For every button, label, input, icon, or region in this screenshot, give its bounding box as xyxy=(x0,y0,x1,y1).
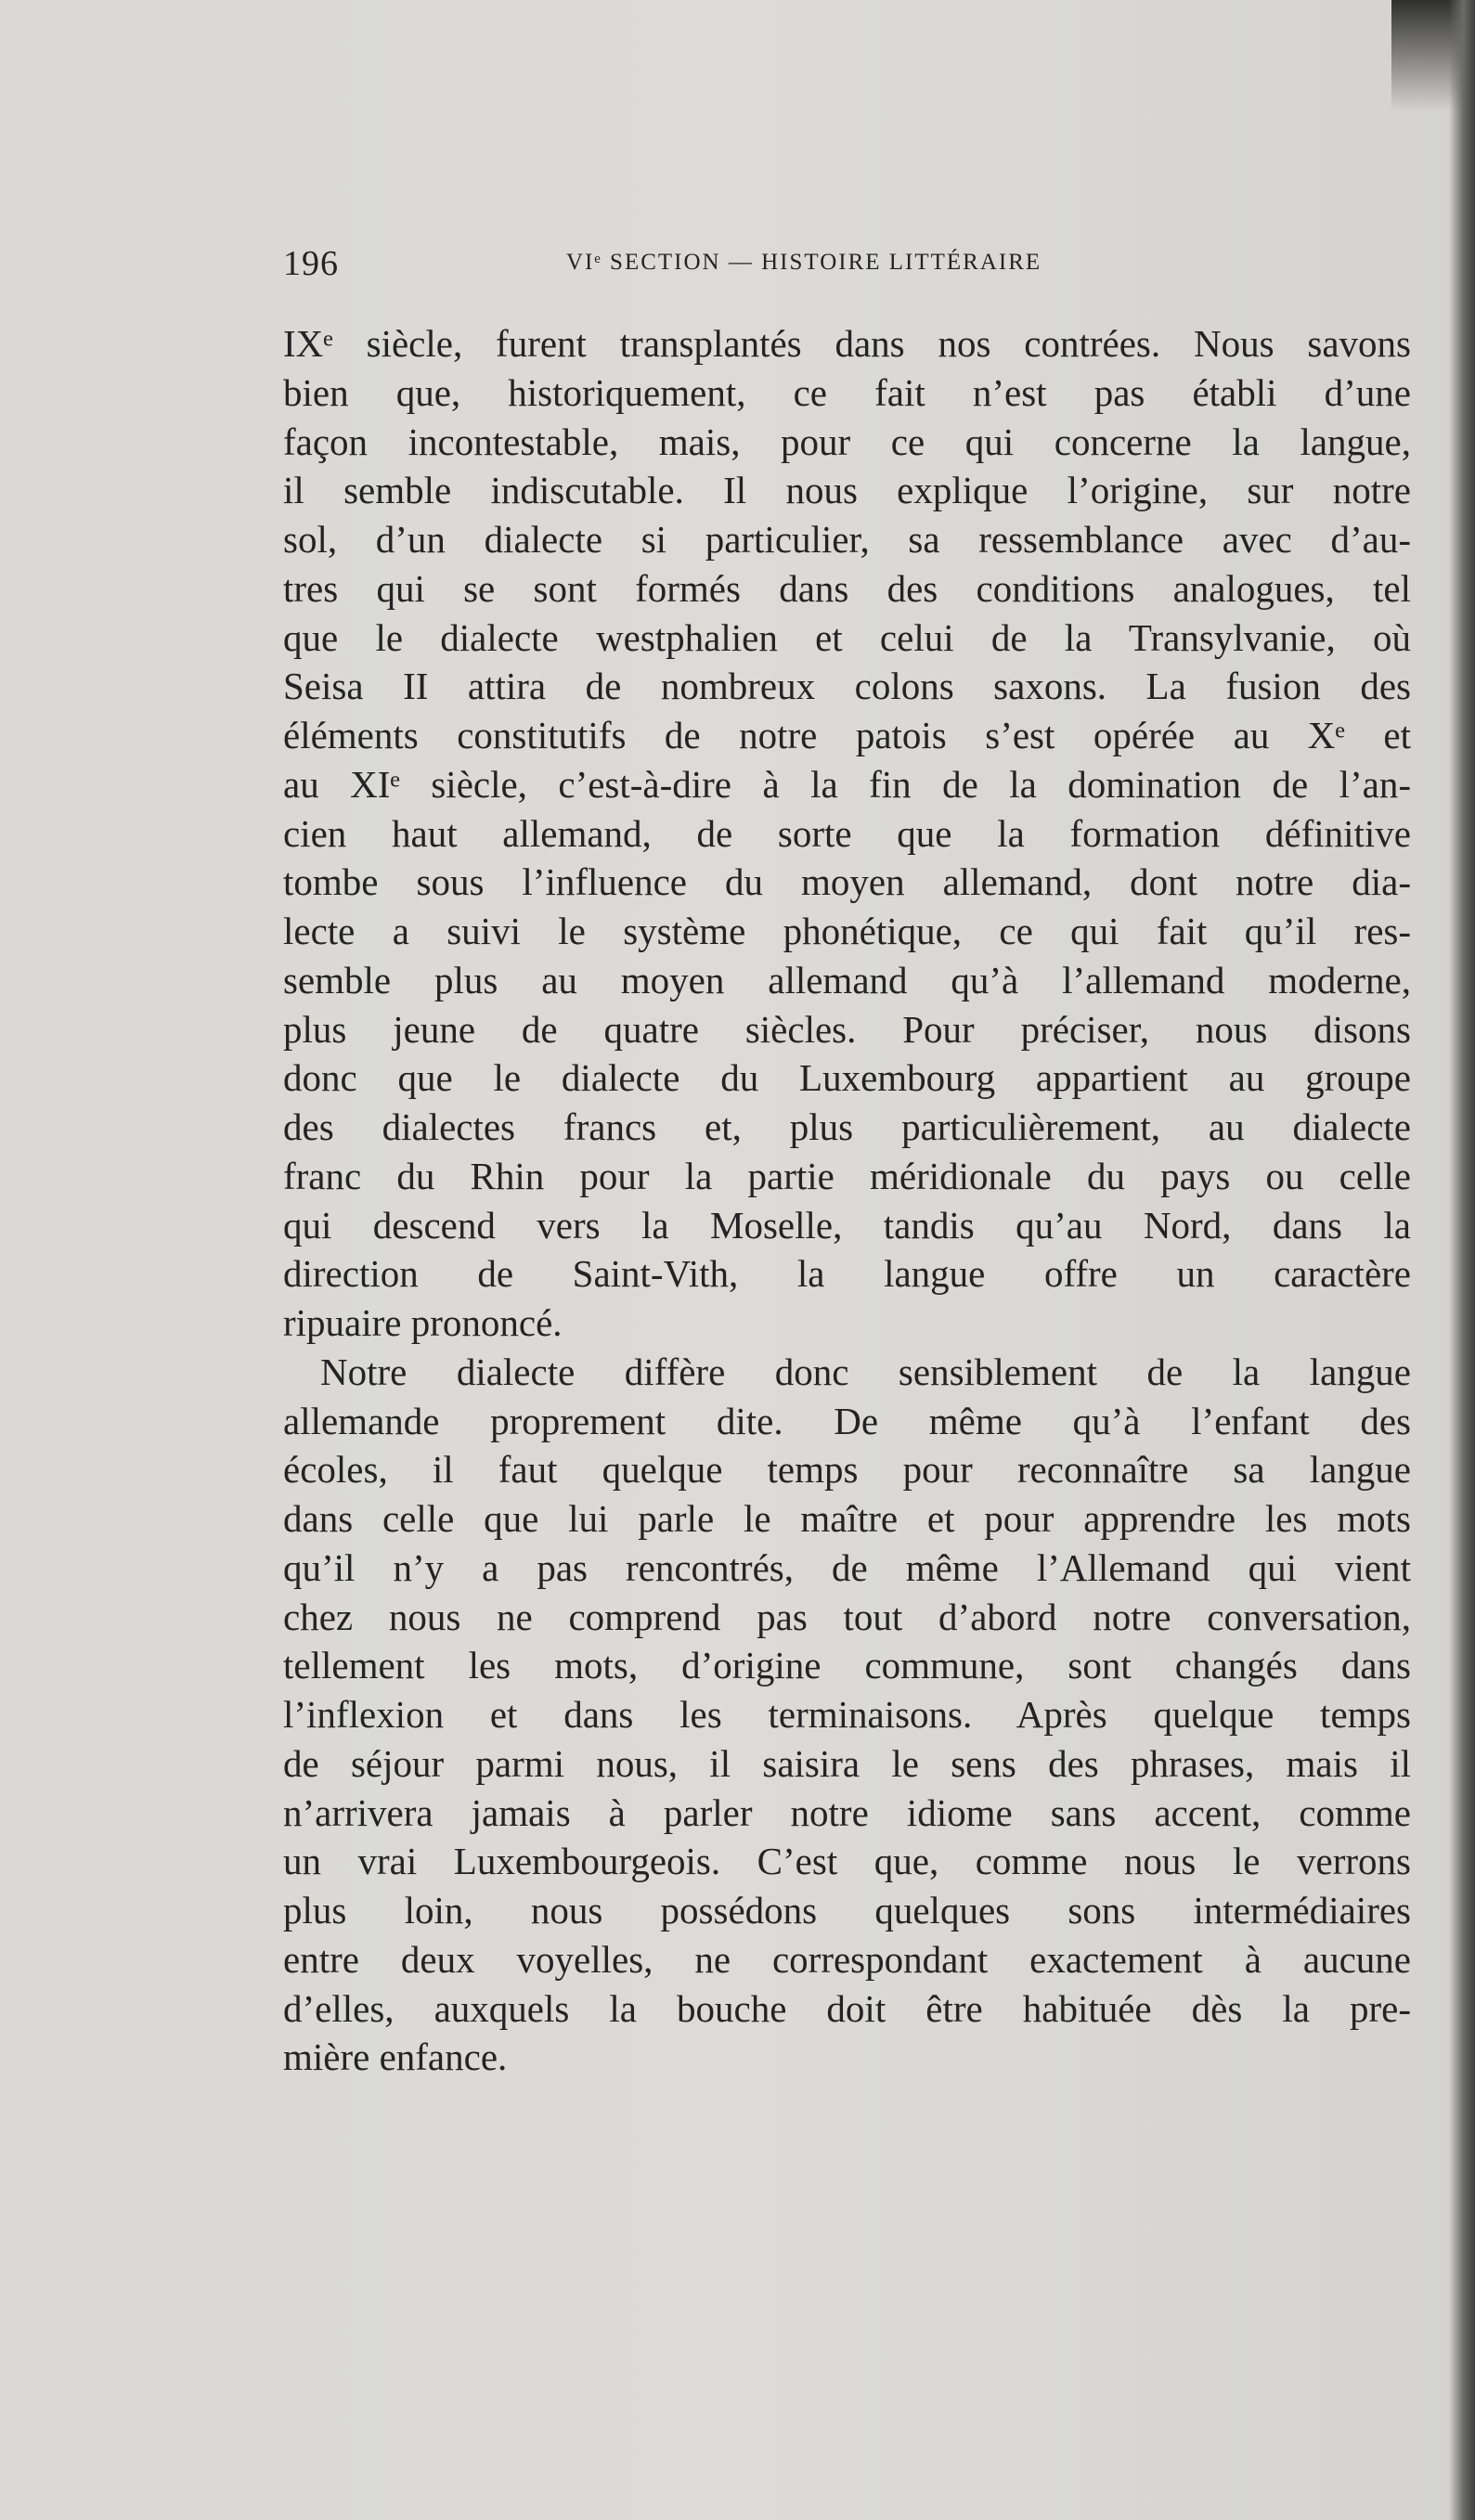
text-line: de séjour parmi nous, il saisira le sens des phrases, mais il xyxy=(283,1741,1411,1785)
text-line: tellement les mots, d’origine commune, sont changés dans xyxy=(283,1644,1411,1687)
text-line: lecte a suivi le système phonétique, ce qui fait qu’il res- xyxy=(283,910,1411,952)
text-line: semble plus au moyen allemand qu’à l’allemand moderne, xyxy=(283,958,1411,1002)
text-line: dans celle que lui parle le maître et pour apprendre les mots xyxy=(283,1497,1411,1540)
page-number: 196 xyxy=(283,244,339,283)
text-line: au XIᵉ siècle, c’est-à-dire à la fin de la domination de l’an- xyxy=(283,762,1411,806)
text-line: IXᵉ siècle, furent transplantés dans nos contrées. Nous savons xyxy=(283,322,1411,365)
text-line: des dialectes francs et, plus particulièrement, au dialecte xyxy=(283,1105,1411,1148)
text-line: plus loin, nous possédons quelques sons intermédiaires xyxy=(283,1889,1411,1932)
text-line: bien que, historiquement, ce fait n’est pas établi d’une xyxy=(283,370,1411,414)
text-line: façon incontestable, mais, pour ce qui concerne la langue, xyxy=(283,420,1411,463)
text-line: que le dialecte westphalien et celui de la Transylvanie, où xyxy=(283,615,1411,659)
text-line: sol, d’un dialecte si particulier, sa ressemblance avec d’au- xyxy=(283,518,1411,561)
text-line: chez nous ne comprend pas tout d’abord notre conversation, xyxy=(283,1595,1411,1638)
text-line: direction de Saint-Vith, la langue offre un caractère xyxy=(283,1252,1411,1296)
text-line: Seisa II attira de nombreux colons saxons. La fusion des xyxy=(283,665,1411,708)
text-line: ripuaire prononcé. xyxy=(283,1301,563,1344)
text-line: plus jeune de quatre siècles. Pour préciser, nous disons xyxy=(283,1007,1411,1051)
text-line: un vrai Luxembourgeois. C’est que, comme nous le verrons xyxy=(283,1840,1411,1883)
text-line: Notre dialecte diffère donc sensiblement de la langue xyxy=(320,1350,1411,1393)
text-line: il semble indiscutable. Il nous explique l’origine, sur notre xyxy=(283,469,1411,512)
text-line: tres qui se sont formés dans des conditions analogues, tel xyxy=(283,566,1411,610)
text-line: tombe sous l’influence du moyen allemand, dont notre dia- xyxy=(283,860,1411,904)
text-line: entre deux voyelles, ne correspondant exactement à aucune xyxy=(283,1937,1411,1981)
text-line: allemande proprement dite. De même qu’à l’enfant des xyxy=(283,1399,1411,1442)
text-line: éléments constitutifs de notre patois s’est opérée au Xᵉ et xyxy=(283,714,1411,756)
body-text xyxy=(283,319,1411,2082)
text-line: d’elles, auxquels la bouche doit être habituée dès la pre- xyxy=(283,1986,1411,2030)
scan-edge-shadow xyxy=(1449,0,1475,2520)
text-line: cien haut allemand, de sorte que la formation définitive xyxy=(283,811,1411,855)
text-line: mière enfance. xyxy=(283,2035,508,2079)
page-header xyxy=(283,243,1406,290)
text-line: n’arrivera jamais à parler notre idiome sans accent, comme xyxy=(283,1790,1411,1834)
running-head: VIᵉ SECTION — HISTOIRE LITTÉRAIRE xyxy=(566,250,1042,275)
text-line: qu’il n’y a pas rencontrés, de même l’Allemand qui vient xyxy=(283,1545,1411,1589)
text-line: qui descend vers la Moselle, tandis qu’au Nord, dans la xyxy=(283,1203,1411,1247)
text-line: franc du Rhin pour la partie méridionale du pays ou celle xyxy=(283,1154,1411,1197)
text-line: écoles, il faut quelque temps pour reconnaître sa langue xyxy=(283,1448,1411,1492)
text-line: l’inflexion et dans les terminaisons. Après quelque temps xyxy=(283,1693,1411,1736)
text-line: donc que le dialecte du Luxembourg appartient au groupe xyxy=(283,1056,1411,1100)
